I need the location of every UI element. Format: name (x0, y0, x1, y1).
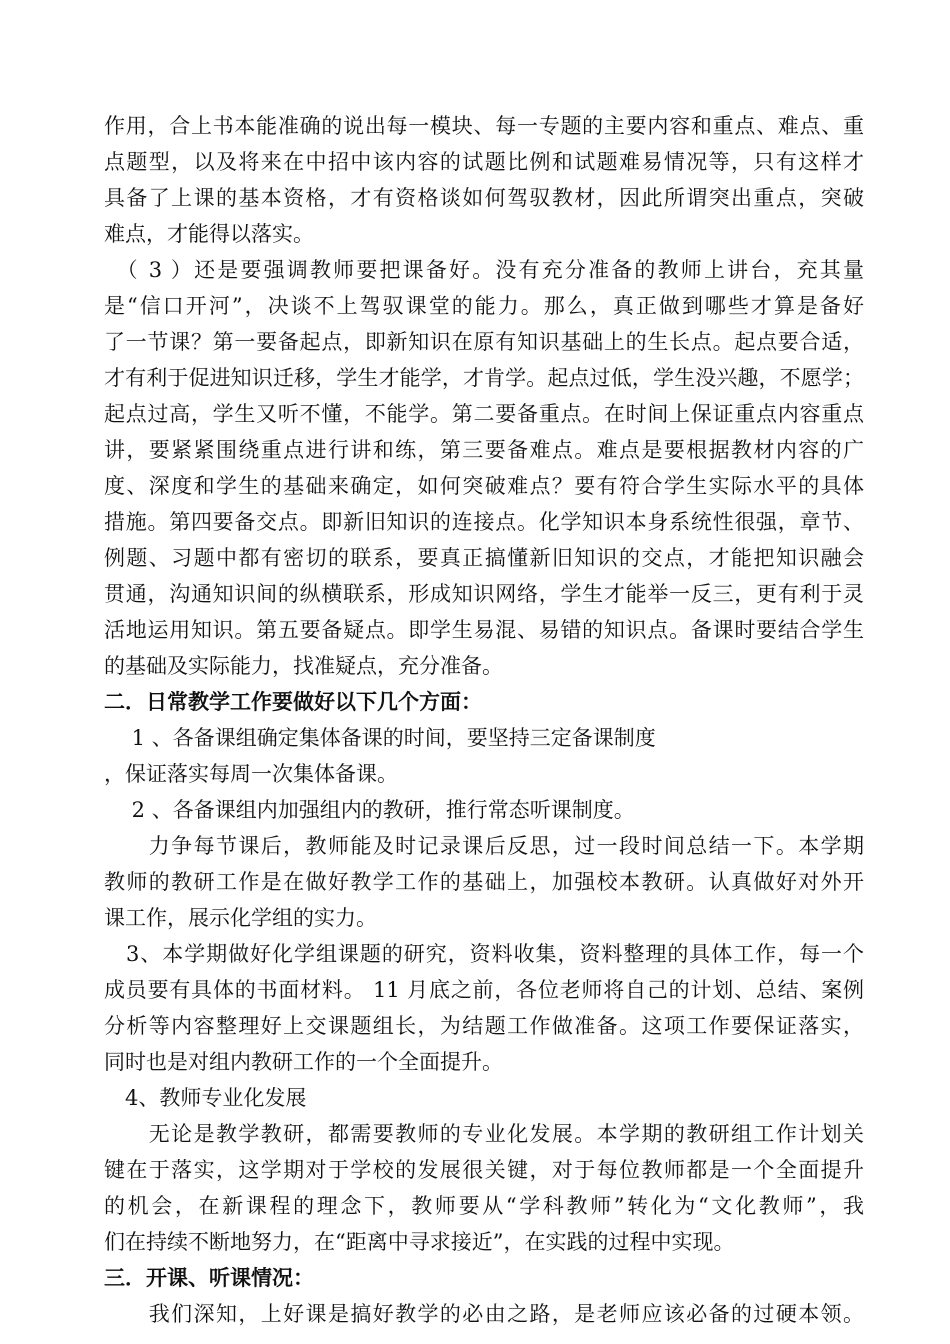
text-line: 的机会，在新课程的理念下，教师要从“学科教师”转化为“文化教师”，我 (104, 1194, 864, 1218)
text-line: （ 3 ）还是要强调教师要把课备好。没有充分准备的教师上讲台，充其量 (104, 258, 864, 282)
text-line: 点题型，以及将来在中招中该内容的试题比例和试题难易情况等，只有这样才 (104, 150, 864, 174)
text-line: 同时也是对组内教研工作的一个全面提升。 (104, 1050, 503, 1074)
text-line: 4、教师专业化发展 (104, 1086, 307, 1110)
text-line: 例题、习题中都有密切的联系，要真正搞懂新旧知识的交点，才能把知识融会 (104, 546, 864, 570)
text-line: 了一节课？第一要备起点，即新知识在原有知识基础上的生长点。起点要合适， (104, 330, 864, 354)
text-line: 课工作，展示化学组的实力。 (104, 906, 377, 930)
text-line: 我们深知，上好课是搞好教学的必由之路，是老师应该必备的过硬本领。 (104, 1302, 864, 1326)
text-line: 起点过高，学生又听不懂，不能学。第二要备重点。在时间上保证重点内容重点 (104, 402, 864, 426)
text-line: 贯通，沟通知识间的纵横联系，形成知识网络，学生才能举一反三，更有利于灵 (104, 582, 864, 606)
text-line: 作用，合上书本能准确的说出每一模块、每一专题的主要内容和重点、难点、重 (104, 114, 864, 138)
text-line: 分析等内容整理好上交课题组长，为结题工作做准备。这项工作要保证落实， (104, 1014, 864, 1038)
text-line: 度、深度和学生的基础来确定，如何突破难点？要有符合学生实际水平的具体 (104, 474, 864, 498)
text-line: 成员要有具体的书面材料。 11 月底之前，各位老师将自己的计划、总结、案例 (104, 978, 864, 1002)
text-line: 们在持续不断地努力，在“距离中寻求接近”，在实践的过程中实现。 (104, 1230, 735, 1254)
text-line: 讲，要紧紧围绕重点进行讲和练，第三要备难点。难点是要根据教材内容的广 (104, 438, 864, 462)
text-line: 3、本学期做好化学组课题的研究，资料收集，资料整理的具体工作，每一个 (104, 942, 864, 966)
section-heading: 二．日常教学工作要做好以下几个方面： (104, 690, 482, 714)
text-line: 难点，才能得以落实。 (104, 222, 314, 246)
text-line: 具备了上课的基本资格，才有资格谈如何驾驭教材，因此所谓突出重点，突破 (104, 186, 864, 210)
text-line: 的基础及实际能力，找准疑点，充分准备。 (104, 654, 503, 678)
text-line: 无论是教学教研，都需要教师的专业化发展。本学期的教研组工作计划关 (104, 1122, 864, 1146)
text-line: 措施。第四要备交点。即新旧知识的连接点。化学知识本身系统性很强，章节、 (104, 510, 864, 534)
text-line: 才有利于促进知识迁移，学生才能学，才肯学。起点过低，学生没兴趣，不愿学； (104, 366, 864, 390)
section-heading: 三．开课、听课情况： (104, 1266, 314, 1290)
text-line: 2 、各备课组内加强组内的教研，推行常态听课制度。 (104, 798, 635, 822)
text-line: 教师的教研工作是在做好教学工作的基础上，加强校本教研。认真做好对外开 (104, 870, 864, 894)
text-line: 活地运用知识。第五要备疑点。即学生易混、易错的知识点。备课时要结合学生 (104, 618, 864, 642)
text-line: 力争每节课后，教师能及时记录课后反思，过一段时间总结一下。本学期 (104, 834, 864, 858)
text-line: ，保证落实每周一次集体备课。 (104, 762, 398, 786)
text-line: 是“信口开河”，决谈不上驾驭课堂的能力。那么，真正做到哪些才算是备好 (104, 294, 864, 318)
text-line: 1 、各备课组确定集体备课的时间，要坚持三定备课制度 (104, 726, 656, 750)
text-line: 键在于落实，这学期对于学校的发展很关键，对于每位教师都是一个全面提升 (104, 1158, 864, 1182)
